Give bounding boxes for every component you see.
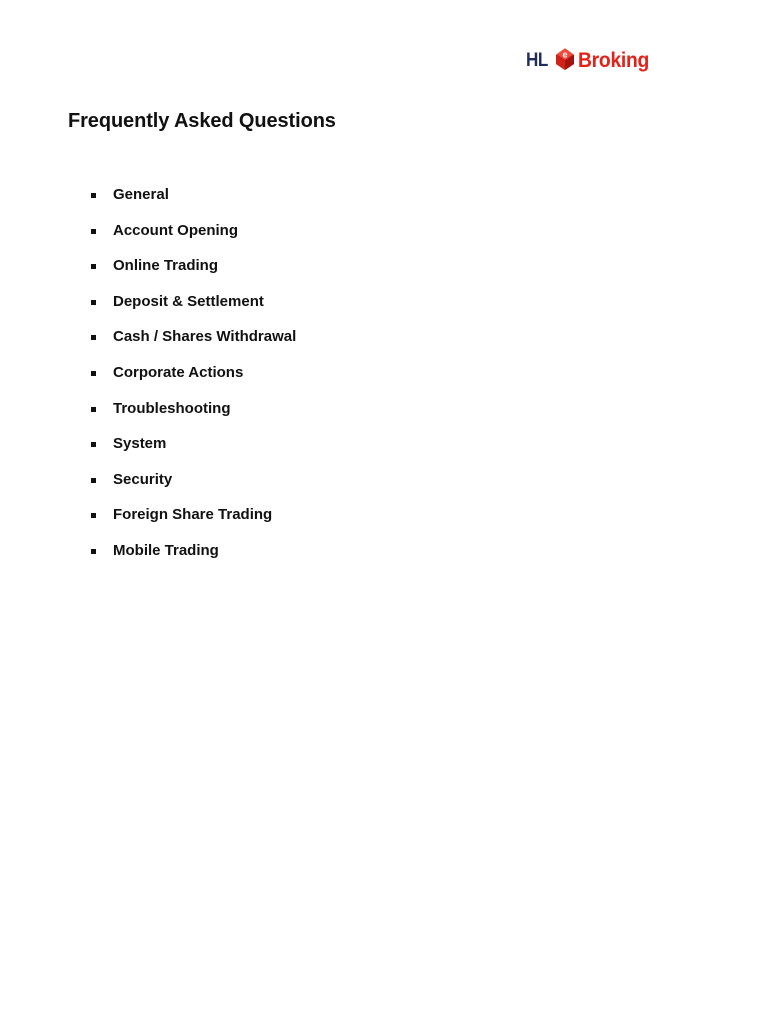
faq-item-label: Foreign Share Trading (113, 506, 273, 524)
faq-item-label: Account Opening (113, 221, 238, 239)
square-bullet-icon (91, 549, 96, 554)
faq-category-list (88, 184, 296, 576)
square-bullet-icon (91, 300, 96, 305)
page-title: Frequently Asked Questions (68, 110, 336, 132)
faq-item-label: Cash / Shares Withdrawal (113, 328, 297, 346)
faq-item-label: General (113, 186, 169, 203)
square-bullet-icon (91, 478, 96, 483)
square-bullet-icon (91, 193, 96, 198)
faq-item-label: Mobile Trading (113, 541, 219, 559)
faq-item-label: Troubleshooting (113, 399, 231, 417)
square-bullet-icon (91, 229, 96, 234)
logo-broking-text: Broking (578, 49, 650, 72)
faq-item-security[interactable] (88, 469, 296, 505)
faq-item-mobile-trading[interactable] (88, 540, 296, 576)
logo-mark-letter: e (562, 49, 568, 60)
faq-item-corporate-actions[interactable] (88, 362, 296, 398)
faq-item-general[interactable] (88, 184, 296, 220)
logo-hl-text: HL (526, 50, 548, 71)
square-bullet-icon (91, 264, 96, 269)
faq-item-account-opening[interactable] (88, 220, 296, 256)
hl-ebroking-logo (526, 44, 656, 78)
faq-item-cash-shares-withdrawal[interactable] (88, 326, 296, 362)
faq-item-label: Corporate Actions (113, 363, 244, 381)
faq-item-label: Security (113, 470, 173, 488)
e-key-icon (553, 46, 577, 72)
square-bullet-icon (91, 513, 96, 518)
faq-item-label: System (113, 435, 167, 453)
faq-item-label: Online Trading (113, 257, 219, 275)
faq-item-troubleshooting[interactable] (88, 398, 296, 434)
faq-item-deposit-settlement[interactable] (88, 291, 296, 327)
faq-item-online-trading[interactable] (88, 255, 296, 291)
square-bullet-icon (91, 442, 96, 447)
square-bullet-icon (91, 407, 96, 412)
faq-item-system[interactable] (88, 433, 296, 469)
square-bullet-icon (91, 371, 96, 376)
square-bullet-icon (91, 335, 96, 340)
faq-item-label: Deposit & Settlement (113, 292, 264, 310)
faq-item-foreign-share-trading[interactable] (88, 504, 296, 540)
